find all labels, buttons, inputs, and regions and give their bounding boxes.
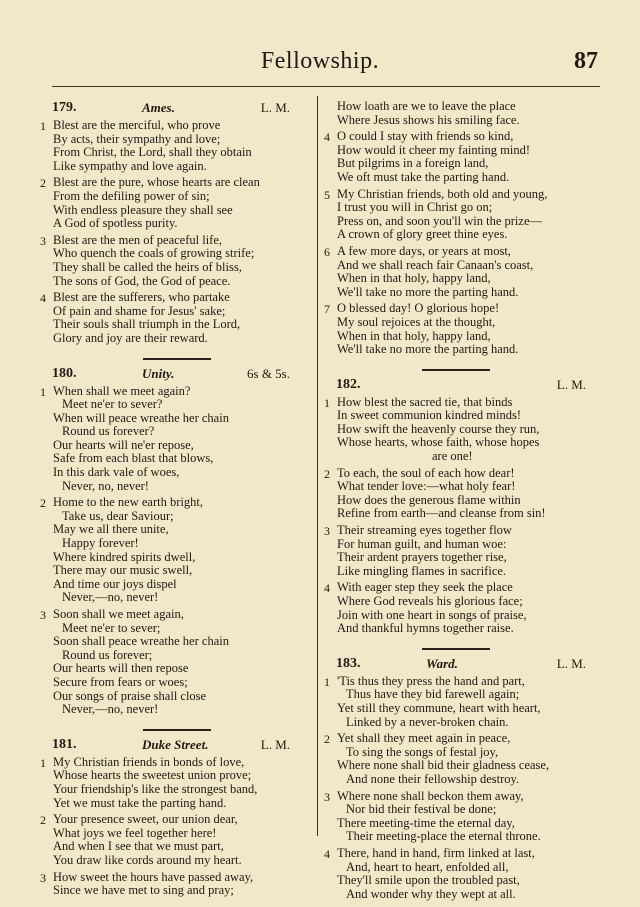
- hymn-meter: 6s & 5s.: [247, 365, 290, 381]
- hymn-separator-rule: [38, 723, 300, 737]
- verse-number: 1: [40, 384, 46, 399]
- verse-number: 7: [324, 302, 330, 317]
- verse-line: Of pain and shame for Jesus' sake;: [53, 303, 226, 318]
- verse-line: Soon shall we meet again,: [53, 607, 184, 621]
- verse-line: And we shall reach fair Canaan's coast,: [337, 257, 534, 272]
- verse: [322, 396, 596, 464]
- verse-number: 3: [40, 233, 46, 248]
- verse-line: When shall we meet again?: [53, 383, 191, 398]
- verse-line: A God of spotless purity.: [53, 216, 178, 231]
- verse: [38, 871, 300, 898]
- verse-line: Our hearts will ne'er repose,: [53, 437, 194, 452]
- hymn-meter: L. M.: [556, 655, 586, 671]
- verse-line: Their souls shall triumph in the Lord,: [53, 317, 241, 332]
- hymn-meter: L. M.: [260, 100, 290, 115]
- verse-line: Their meeting-place the eternal throne.: [346, 829, 541, 844]
- hymn: [322, 377, 596, 636]
- verse-line: Take us, dear Saviour;: [62, 508, 174, 523]
- verse-line: Since we have met to sing and pray;: [53, 883, 234, 898]
- verse-line: A few more days, or years at most,: [337, 243, 511, 258]
- verse-line: By acts, their sympathy and love;: [53, 131, 221, 146]
- verse-line: How loath are we to leave the place: [337, 99, 516, 113]
- verse-line: We'll take no more the parting hand.: [337, 342, 519, 357]
- verse-line: Never,—no, never!: [62, 702, 159, 717]
- verse: [322, 467, 596, 521]
- verse: [38, 176, 300, 230]
- verse: [322, 188, 596, 242]
- hymn-number: 182.: [336, 376, 361, 392]
- verse-line: What tender love:—what holy fear!: [337, 479, 516, 494]
- verse-line: Your friendship's like the strongest band,: [53, 781, 258, 796]
- verse-number: 2: [40, 496, 46, 511]
- verse-line: From the defiling power of sin;: [53, 188, 210, 203]
- verse: [322, 130, 596, 184]
- verse-line: The sons of God, the God of peace.: [53, 273, 231, 288]
- verse-line: Join with one heart in songs of praise,: [337, 607, 527, 622]
- verse-line: When in that holy, happy land,: [337, 271, 491, 286]
- verse-line: Whose hearts the sweetest union prove;: [53, 768, 252, 783]
- verse: [322, 524, 596, 578]
- verse-line: For human guilt, and human woe:: [337, 536, 507, 551]
- verse-line: How blest the sacred tie, that binds: [337, 394, 513, 409]
- verse-number: 1: [324, 674, 330, 689]
- hymn: [322, 100, 596, 357]
- verse-line: Yet still they commune, heart with heart,: [337, 700, 541, 715]
- verse-line: How does the generous flame within: [337, 492, 521, 507]
- verse-line: My Christian friends in bonds of love,: [53, 754, 245, 769]
- verse-line: Where none shall beckon them away,: [337, 788, 524, 803]
- hymn-heading: [322, 377, 596, 394]
- verse: [322, 581, 596, 635]
- verse-line: Whose hearts, whose faith, whose hopes: [337, 435, 540, 450]
- hymn-number: 181.: [52, 736, 77, 752]
- verse-number: 4: [324, 581, 330, 596]
- hymn-number: 183.: [336, 655, 361, 671]
- verse-line: In sweet communion kindred minds!: [337, 408, 521, 423]
- verse: [38, 385, 300, 494]
- verse-line: And none their fellowship destroy.: [346, 771, 520, 786]
- hymn-number: 180.: [52, 365, 77, 381]
- verse-line: To sing the songs of festal joy,: [346, 744, 499, 759]
- verse-line: Our songs of praise shall close: [53, 688, 207, 703]
- verse-number: 2: [324, 732, 330, 747]
- verse-number: 3: [40, 608, 46, 622]
- hymn: [322, 656, 596, 902]
- verse-line: Like sympathy and love again.: [53, 158, 207, 173]
- tune-name: Duke Street.: [142, 736, 209, 752]
- verse-line: Home to the new earth bright,: [53, 495, 203, 510]
- verse-line: With eager step they seek the place: [337, 580, 513, 595]
- verse-line: Blest are the sufferers, who partake: [53, 290, 230, 305]
- verse-line: They'll smile upon the troubled past,: [337, 873, 520, 888]
- verse-line: Their ardent prayers together rise,: [337, 550, 507, 565]
- verse-line: Never,—no, never!: [62, 590, 159, 605]
- hymn: [38, 737, 300, 898]
- verse-line: And thankful hymns together raise.: [337, 621, 514, 636]
- tune-name: Ames.: [142, 100, 175, 115]
- verse-number: 3: [324, 524, 330, 539]
- verse-line: When in that holy, happy land,: [337, 328, 491, 343]
- verse-line: How swift the heavenly course they run,: [337, 421, 540, 436]
- verse-line: Glory and joy are their reward.: [53, 330, 208, 345]
- right-column: [322, 100, 596, 907]
- verse: [38, 234, 300, 288]
- section-title: Fellowship.: [260, 48, 380, 74]
- verse-line: With endless pleasure they shall see: [53, 202, 233, 217]
- hymn-meter: L. M.: [556, 376, 586, 392]
- verse-line: Soon shall peace wreathe her chain: [53, 634, 229, 649]
- verse-line: A crown of glory greet thine eyes.: [337, 227, 508, 242]
- verse: [322, 790, 596, 844]
- verse: [322, 100, 596, 127]
- verse-line: In this dark vale of woes,: [53, 465, 180, 480]
- tune-name: Ward.: [426, 655, 458, 671]
- verse-line: To each, the soul of each how dear!: [337, 465, 515, 480]
- verse-number: 3: [40, 870, 46, 885]
- verse-line: 'Tis thus they press the hand and part,: [337, 673, 525, 688]
- verse-line: There, hand in hand, firm linked at last,: [337, 845, 535, 860]
- verse-number: 1: [324, 395, 330, 410]
- column-divider: [317, 96, 318, 836]
- verse-line: From Christ, the Lord, shall they obtain: [53, 145, 252, 160]
- verse-line: We'll take no more the parting hand.: [337, 284, 519, 299]
- verse-line: Press on, and soon you'll win the prize—: [337, 213, 543, 228]
- verse-line: You draw like cords around my heart.: [53, 852, 242, 867]
- verse-line: Safe from each blast that blows,: [53, 451, 214, 466]
- verse: [38, 813, 300, 867]
- verse-line: Our hearts will then repose: [53, 661, 189, 676]
- verse-line: O could I stay with friends so kind,: [337, 129, 514, 144]
- verse-line: Where God reveals his glorious face;: [337, 594, 523, 608]
- verse-line: And, heart to heart, enfolded all,: [346, 859, 509, 874]
- verse-line: We oft must take the parting hand.: [337, 169, 510, 184]
- hymn-separator-rule: [322, 642, 596, 656]
- verse-line: Meet ne'er to sever?: [62, 397, 163, 412]
- verse-line: Round us forever?: [62, 424, 155, 439]
- verse-line: Blest are the men of peaceful life,: [53, 232, 223, 247]
- page-number: 87: [574, 48, 598, 74]
- verse-line: Their streaming eyes together flow: [337, 523, 512, 538]
- verse-line: There may our music swell,: [53, 563, 193, 578]
- verse: [322, 302, 596, 356]
- verse-number: 2: [40, 176, 46, 191]
- verse-line: O blessed day! O glorious hope!: [337, 301, 500, 316]
- verse-line: Blest are the merciful, who prove: [53, 118, 221, 132]
- verse-number: 2: [324, 466, 330, 481]
- verse-line: Yet shall they meet again in peace,: [337, 731, 511, 746]
- verse-line: Like mingling flames in sacrifice.: [337, 563, 507, 578]
- verse-line: Yet we must take the parting hand.: [53, 795, 227, 810]
- verse: [322, 847, 596, 901]
- verse: [322, 732, 596, 786]
- tune-name: Unity.: [142, 365, 175, 381]
- hymn-heading: [38, 100, 300, 117]
- verse-line: And time our joys dispel: [53, 576, 177, 591]
- verse-line: And wonder why they wept at all.: [346, 886, 516, 901]
- hymn-separator-rule: [38, 352, 300, 366]
- verse: [38, 756, 300, 810]
- hymn: [38, 100, 300, 346]
- hymn-number: 179.: [52, 100, 77, 115]
- verse-number: 3: [324, 789, 330, 804]
- left-column: [38, 100, 300, 904]
- verse-line: are one!: [432, 449, 473, 464]
- verse-line: My soul rejoices at the thought,: [337, 314, 496, 329]
- verse: [38, 291, 300, 345]
- verse: [38, 608, 300, 717]
- verse-line: When will peace wreathe her chain: [53, 410, 229, 425]
- verse-line: How sweet the hours have passed away,: [53, 869, 254, 884]
- header-rule: [52, 86, 600, 87]
- verse-line: They shall be called the heirs of bliss,: [53, 259, 242, 274]
- verse-line: Happy forever!: [62, 536, 139, 551]
- verse-line: Linked by a never-broken chain.: [346, 714, 509, 729]
- verse: [322, 675, 596, 729]
- verse-number: 5: [324, 187, 330, 202]
- verse-line: Never, no, never!: [62, 478, 149, 493]
- verse-number: 2: [40, 813, 46, 828]
- hymn-heading: [322, 656, 596, 673]
- verse-line: Thus have they bid farewell again;: [346, 687, 520, 702]
- hymn-meter: L. M.: [260, 736, 290, 752]
- verse-line: My Christian friends, both old and young,: [337, 186, 548, 201]
- verse-line: May we all there unite,: [53, 522, 169, 537]
- hymn: [38, 366, 300, 717]
- verse-line: Meet ne'er to sever;: [62, 620, 161, 635]
- verse-line: I trust you will in Christ go on;: [337, 200, 493, 215]
- verse-line: How would it cheer my fainting mind!: [337, 142, 531, 157]
- verse-line: Your presence sweet, our union dear,: [53, 812, 238, 827]
- verse-line: But pilgrims in a foreign land,: [337, 156, 489, 171]
- hymn-heading: [38, 366, 300, 383]
- verse-number: 4: [324, 130, 330, 145]
- verse-number: 1: [40, 755, 46, 770]
- verse-line: Where kindred spirits dwell,: [53, 549, 196, 564]
- verse-number: 1: [40, 119, 46, 133]
- verse: [38, 496, 300, 605]
- verse-line: Blest are the pure, whose hearts are clean: [53, 175, 260, 190]
- verse-line: Who quench the coals of growing strife;: [53, 246, 255, 261]
- verse-line: There meeting-time the eternal day,: [337, 815, 515, 830]
- verse-line: Where Jesus shows his smiling face.: [337, 112, 520, 127]
- verse: [38, 119, 300, 173]
- hymn-heading: [38, 737, 300, 754]
- page-header: [0, 48, 640, 84]
- verse-number: 4: [40, 291, 46, 306]
- hymn-separator-rule: [322, 363, 596, 377]
- verse-line: Refine from earth—and cleanse from sin!: [337, 506, 546, 521]
- verse-number: 4: [324, 846, 330, 861]
- verse-number: 6: [324, 244, 330, 259]
- verse-line: Where none shall bid their gladness cease,: [337, 758, 550, 773]
- verse-line: Nor bid their festival be done;: [346, 802, 497, 817]
- verse-line: Secure from fears or woes;: [53, 674, 188, 689]
- verse-line: What joys we feel together here!: [53, 825, 217, 840]
- verse-line: Round us forever;: [62, 647, 153, 662]
- verse-line: And when I see that we must part,: [53, 839, 224, 854]
- verse: [322, 245, 596, 299]
